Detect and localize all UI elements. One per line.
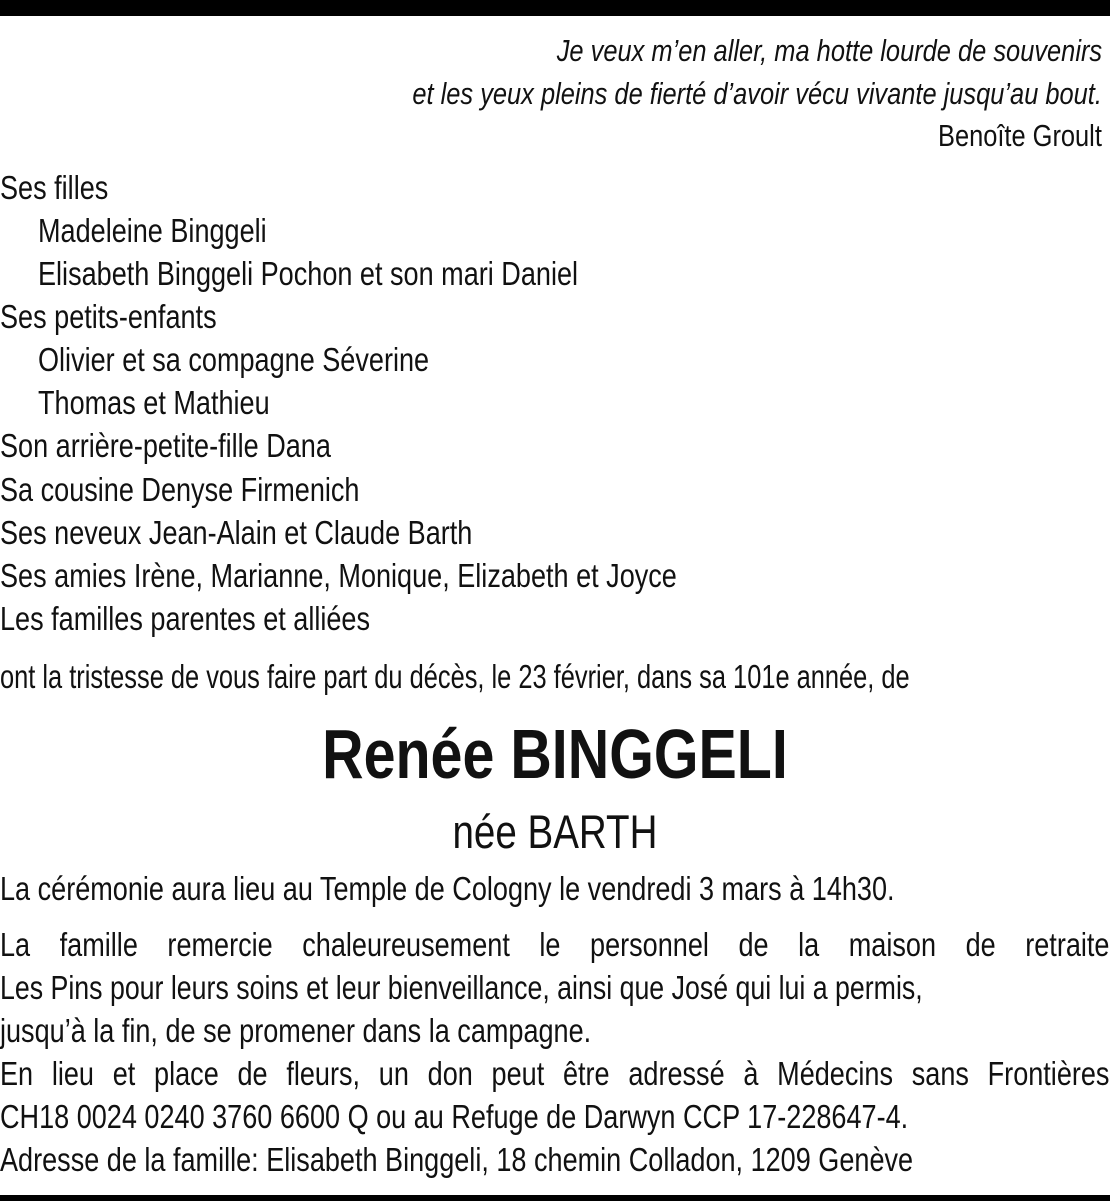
quote-line-1: [2, 31, 1102, 71]
friends-text: Ses amies Irène, Marianne, Monique, Elizabeth et Joyce: [0, 557, 677, 594]
bottom-border-rule: [0, 1195, 1110, 1201]
donation-line-1: [0, 1053, 1110, 1095]
maiden-name: [0, 805, 1110, 859]
great-granddaughter-text: Son arrière-petite-fille Dana: [0, 427, 331, 464]
family-address-text: Adresse de la famille: Elisabeth Binggeli, 18 chemin Colladon, 1209 Genève: [0, 1141, 914, 1178]
grandchildren-heading: [0, 297, 1110, 337]
daughter-item: [38, 254, 1110, 294]
donation-line-1-text: En lieu et place de fleurs, un don peut être adressé à Médecins sans Frontières: [0, 1055, 1110, 1092]
daughter-item: [38, 211, 1110, 251]
friends-line: [0, 556, 1110, 596]
ceremony-line: [0, 869, 1110, 909]
donation-line-2-text: CH18 0024 0240 3760 6600 Q ou au Refuge de Darwyn CCP 17-228647-4.: [0, 1098, 909, 1135]
great-granddaughter-line: [0, 426, 1110, 466]
quote-line-2-text: et les yeux pleins de fierté d’avoir vécu vivante jusqu’au bout.: [412, 76, 1102, 111]
cousin-text: Sa cousine Denyse Firmenich: [0, 471, 360, 508]
thanks-line-3: [0, 1010, 1110, 1052]
family-address-line: [0, 1139, 1110, 1181]
top-border-rule: [0, 0, 1110, 16]
quote-author: [2, 116, 1102, 156]
daughters-heading-text: Ses filles: [0, 169, 109, 206]
thanks-line-1: [0, 924, 1110, 966]
daughters-heading: [0, 168, 1110, 208]
families-text: Les familles parentes et alliées: [0, 600, 371, 637]
nephews-line: [0, 513, 1110, 553]
grandchild-item: [38, 340, 1110, 380]
quote-line-2: [2, 74, 1102, 114]
daughter-name: Elisabeth Binggeli Pochon et son mari Daniel: [38, 255, 579, 292]
maiden-name-text: née BARTH: [452, 805, 658, 858]
thanks-line-3-text: jusqu’à la fin, de se promener dans la campagne.: [0, 1012, 592, 1049]
grandchild-item: [38, 383, 1110, 423]
grandchild-name: Thomas et Mathieu: [38, 384, 270, 421]
announcement-text: ont la tristesse de vous faire part du décès, le 23 février, dans sa 101e année, de: [0, 658, 910, 695]
nephews-text: Ses neveux Jean-Alain et Claude Barth: [0, 514, 473, 551]
deceased-name: [0, 714, 1110, 794]
ceremony-text: La cérémonie aura lieu au Temple de Cologny le vendredi 3 mars à 14h30.: [0, 870, 895, 907]
thanks-line-2: [0, 967, 1110, 1009]
cousin-line: [0, 470, 1110, 510]
thanks-line-1-text: La famille remercie chaleureusement le personnel de la maison de retraite: [0, 926, 1110, 963]
quote-line-1-text: Je veux m’en aller, ma hotte lourde de souvenirs: [556, 33, 1102, 68]
thanks-line-2-text: Les Pins pour leurs soins et leur bienveillance, ainsi que José qui lui a permis,: [0, 969, 923, 1006]
grandchild-name: Olivier et sa compagne Séverine: [38, 341, 430, 378]
deceased-name-text: Renée BINGGELI: [322, 715, 788, 793]
announcement-line: [0, 657, 1110, 697]
daughter-name: Madeleine Binggeli: [38, 212, 267, 249]
quote-author-text: Benoîte Groult: [938, 118, 1102, 153]
grandchildren-heading-text: Ses petits-enfants: [0, 298, 217, 335]
families-line: [0, 599, 1110, 639]
donation-line-2: [0, 1096, 1110, 1138]
